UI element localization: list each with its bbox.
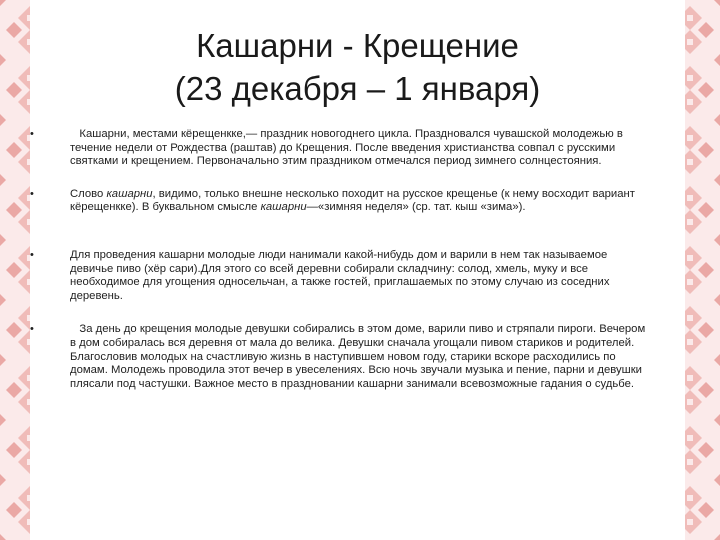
bullet-list	[30, 128, 650, 411]
bullet-marker: •	[30, 323, 34, 336]
paragraph-text: Для проведения кашарни молодые люди нанимали какой-нибудь дом и варили в нем так называемое девичье пиво (хёр сари).Для этого со всей деревни собирали складчину: солод, хмель, муку и все необходимое для угощения односельчан, а также гостей, приглашаемых по этому случаю из соседних деревень.	[70, 248, 610, 302]
paragraph-text: За день до крещения молодые девушки собирались в этом доме, варили пиво и стряпали пироги. Вечером в дом собиралась вся деревня от мала до велика. Девушки сначала угощали пивом стариков и родителей. Благословив молодых на счастливую жизнь в наступившем новом году, старики вскоре расходились по домам. Молодежь проводила этот вечер в увеселениях. Всю ночь звучали музыка и пение, парни и девушки плясали под частушки. Важное место в праздновании кашарни занимали всевозможные гадания о судьбе.	[70, 323, 649, 390]
text-segment: —«зимняя неделя» (ср. тат. кыш «зима»).	[306, 201, 526, 214]
list-item	[30, 188, 650, 215]
text-segment: Слово	[70, 187, 107, 200]
paragraph-text: Кашарни, местами кёрещенкке,— праздник новогоднего цикла. Праздновался чувашской молодежью в течение недели от Рождества (раштав) до Крещения. После введения христианства совпал с русскими святками и крещением. Первоначально этим праздником отмечался период зимнего солнцестояния.	[70, 128, 626, 168]
slide-title	[30, 24, 685, 110]
title-line-1: Кашарни - Крещение	[196, 27, 519, 64]
bullet-marker: •	[30, 128, 34, 140]
emphasis-text: кашарни	[260, 201, 307, 214]
text-segment: , видимо, только внешне несколько походит на русское крещенье (к нему восходит вариант кёрещенкке). В буквальном смысле	[70, 187, 635, 214]
title-line-2: (23 декабря – 1 января)	[174, 70, 541, 107]
list-item	[30, 128, 650, 169]
bullet-marker: •	[30, 248, 34, 261]
list-item	[30, 249, 650, 303]
bullet-marker: •	[30, 187, 34, 200]
paragraph-text	[70, 188, 650, 215]
list-item	[30, 323, 650, 391]
emphasis-text: кашарни	[106, 187, 153, 200]
